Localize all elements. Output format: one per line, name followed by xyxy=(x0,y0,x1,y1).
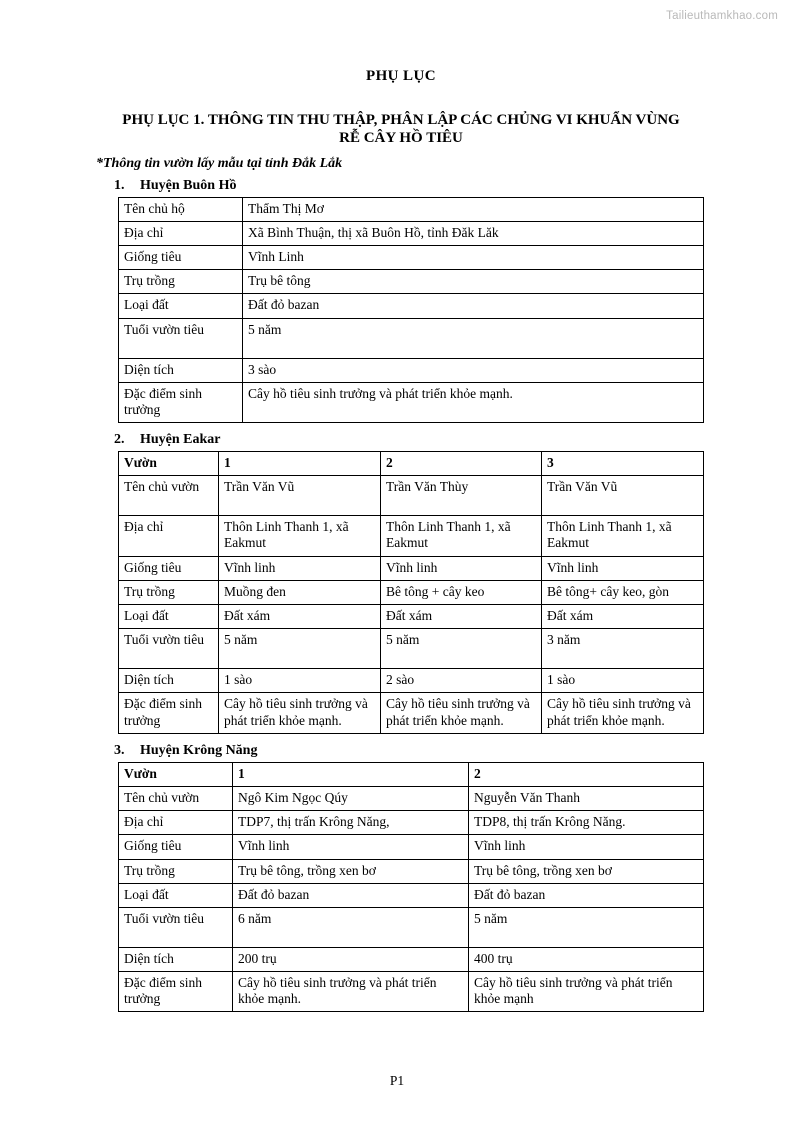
row-label: Tuổi vườn tiêu xyxy=(119,629,219,669)
row-label: Đặc điểm sinh trưởng xyxy=(119,693,219,733)
table-eakar xyxy=(118,451,704,734)
table-row xyxy=(119,556,704,580)
table-row xyxy=(119,605,704,629)
row-label: Tuổi vườn tiêu xyxy=(119,907,233,947)
row-label: Diện tích xyxy=(119,358,243,382)
section-heading-2 xyxy=(96,432,706,448)
row-value: 5 năm xyxy=(219,629,381,669)
table-row xyxy=(119,516,704,556)
table-row xyxy=(119,580,704,604)
row-value: Đất xám xyxy=(381,605,542,629)
row-value: Đất đỏ bazan xyxy=(233,883,469,907)
table-row xyxy=(119,629,704,669)
row-label: Tên chủ vườn xyxy=(119,476,219,516)
row-value: 3 năm xyxy=(542,629,704,669)
table-row xyxy=(119,907,704,947)
row-value: 5 năm xyxy=(469,907,704,947)
column-header: Vườn xyxy=(119,762,233,786)
row-label: Tuổi vườn tiêu xyxy=(119,318,243,358)
row-value: 3 sào xyxy=(243,358,704,382)
row-value: 200 trụ xyxy=(233,947,469,971)
row-value: 1 sào xyxy=(219,669,381,693)
row-value: Xã Bình Thuận, thị xã Buôn Hồ, tỉnh Đăk Lăk xyxy=(243,221,704,245)
table-row xyxy=(119,811,704,835)
row-value: Vĩnh linh xyxy=(542,556,704,580)
table-row xyxy=(119,476,704,516)
section-number-2: 2. xyxy=(114,432,125,448)
section-number-3: 3. xyxy=(114,742,125,758)
table-row xyxy=(119,270,704,294)
row-value: Cây hồ tiêu sinh trưởng và phát triển khỏe mạnh. xyxy=(381,693,542,733)
row-label: Tên chủ vườn xyxy=(119,786,233,810)
row-value: Cây hồ tiêu sinh trưởng và phát triển khỏe mạnh. xyxy=(233,972,469,1012)
row-label: Giống tiêu xyxy=(119,556,219,580)
section-number-1: 1. xyxy=(114,177,125,193)
row-value: Thôn Linh Thanh 1, xã Eakmut xyxy=(219,516,381,556)
table-row xyxy=(119,947,704,971)
row-label: Diện tích xyxy=(119,669,219,693)
row-label: Trụ trồng xyxy=(119,270,243,294)
row-label: Đặc điểm sinh trưởng xyxy=(119,972,233,1012)
row-value: Thôn Linh Thanh 1, xã Eakmut xyxy=(542,516,704,556)
section-label-1: Huyện Buôn Hồ xyxy=(140,177,237,193)
row-value: Đất xám xyxy=(219,605,381,629)
row-value: Ngô Kim Ngọc Qúy xyxy=(233,786,469,810)
table-row xyxy=(119,859,704,883)
row-label: Địa chỉ xyxy=(119,811,233,835)
row-label: Loại đất xyxy=(119,883,233,907)
table-row xyxy=(119,294,704,318)
row-label: Địa chỉ xyxy=(119,221,243,245)
row-value: 1 sào xyxy=(542,669,704,693)
table-row xyxy=(119,318,704,358)
row-label: Giống tiêu xyxy=(119,245,243,269)
row-value: 2 sào xyxy=(381,669,542,693)
row-label: Loại đất xyxy=(119,605,219,629)
table-row xyxy=(119,197,704,221)
row-value: 5 năm xyxy=(243,318,704,358)
row-value: Vĩnh linh xyxy=(219,556,381,580)
row-label: Giống tiêu xyxy=(119,835,233,859)
row-label: Địa chỉ xyxy=(119,516,219,556)
row-value: Muồng đen xyxy=(219,580,381,604)
column-header: 3 xyxy=(542,452,704,476)
row-value: 400 trụ xyxy=(469,947,704,971)
appendix-subtitle: *Thông tin vườn lấy mẫu tại tỉnh Đắk Lắk xyxy=(96,155,343,171)
row-value: Cây hồ tiêu sinh trưởng và phát triển khỏe mạnh. xyxy=(219,693,381,733)
table-buon-ho xyxy=(118,197,704,424)
document-content xyxy=(96,68,706,1021)
row-value: Cây hồ tiêu sinh trưởng và phát triển khỏe mạnh xyxy=(469,972,704,1012)
table-header-row xyxy=(119,762,704,786)
row-value: Trần Văn Thùy xyxy=(381,476,542,516)
page-number: P1 xyxy=(389,1073,405,1088)
table-row xyxy=(119,786,704,810)
row-value: Bê tông + cây keo xyxy=(381,580,542,604)
row-value: Trần Văn Vũ xyxy=(542,476,704,516)
section-heading-3 xyxy=(96,743,706,759)
row-value: Bê tông+ cây keo, gòn xyxy=(542,580,704,604)
row-value: Vĩnh linh xyxy=(469,835,704,859)
table-row xyxy=(119,693,704,733)
row-value: Đất xám xyxy=(542,605,704,629)
watermark: Tailieuthamkhao.com xyxy=(666,10,778,22)
row-value: Trần Văn Vũ xyxy=(219,476,381,516)
row-value: Cây hồ tiêu sinh trưởng và phát triển khỏe mạnh. xyxy=(542,693,704,733)
table-row xyxy=(119,669,704,693)
column-header: 2 xyxy=(469,762,704,786)
appendix-title: PHỤ LỤC 1. THÔNG TIN THU THẬP, PHÂN LẬP CÁC CHỦNG VI KHUẨN VÙNG RỄ CÂY HỒ TIÊU xyxy=(122,112,680,147)
section-heading-1 xyxy=(96,178,706,194)
table-row xyxy=(119,972,704,1012)
table-row xyxy=(119,883,704,907)
table-row xyxy=(119,358,704,382)
row-value: Đất đỏ bazan xyxy=(243,294,704,318)
row-label: Diện tích xyxy=(119,947,233,971)
row-label: Loại đất xyxy=(119,294,243,318)
row-value: TDP8, thị trấn Krông Năng. xyxy=(469,811,704,835)
row-value: Vĩnh Linh xyxy=(243,245,704,269)
page-title: PHỤ LỤC xyxy=(366,68,436,84)
row-value: Trụ bê tông xyxy=(243,270,704,294)
row-value: Nguyễn Văn Thanh xyxy=(469,786,704,810)
table-header-row xyxy=(119,452,704,476)
row-value: Thôn Linh Thanh 1, xã Eakmut xyxy=(381,516,542,556)
row-value: Trụ bê tông, trồng xen bơ xyxy=(469,859,704,883)
section-label-2: Huyện Eakar xyxy=(140,432,221,448)
section-label-3: Huyện Krông Năng xyxy=(140,742,258,758)
table-row xyxy=(119,382,704,422)
row-value: Vĩnh linh xyxy=(233,835,469,859)
row-value: Đất đỏ bazan xyxy=(469,883,704,907)
row-value: Trụ bê tông, trồng xen bơ xyxy=(233,859,469,883)
row-label: Trụ trồng xyxy=(119,859,233,883)
row-value: Thẩm Thị Mơ xyxy=(243,197,704,221)
column-header: 2 xyxy=(381,452,542,476)
row-value: 5 năm xyxy=(381,629,542,669)
column-header: Vườn xyxy=(119,452,219,476)
row-label: Đặc điểm sinh trưởng xyxy=(119,382,243,422)
table-krong-nang xyxy=(118,762,704,1013)
column-header: 1 xyxy=(233,762,469,786)
table-row xyxy=(119,835,704,859)
row-label: Tên chủ hộ xyxy=(119,197,243,221)
row-value: Cây hồ tiêu sinh trưởng và phát triển khỏe mạnh. xyxy=(243,382,704,422)
column-header: 1 xyxy=(219,452,381,476)
table-row xyxy=(119,245,704,269)
row-label: Trụ trồng xyxy=(119,580,219,604)
row-value: 6 năm xyxy=(233,907,469,947)
row-value: TDP7, thị trấn Krông Năng, xyxy=(233,811,469,835)
table-row xyxy=(119,221,704,245)
row-value: Vĩnh linh xyxy=(381,556,542,580)
